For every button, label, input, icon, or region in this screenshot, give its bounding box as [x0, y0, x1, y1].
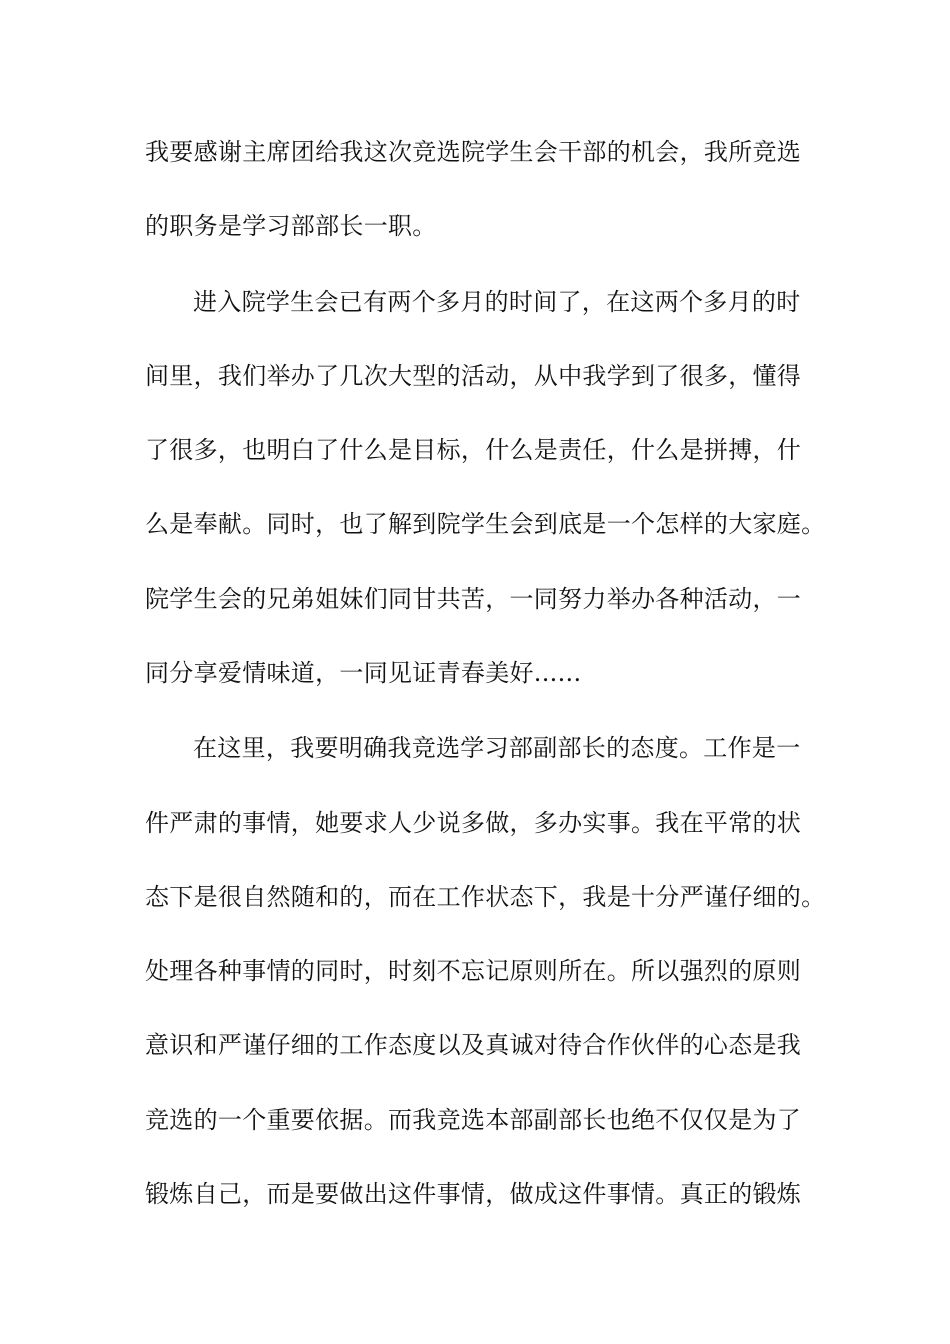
line-text: 同分享爱情味道，一同见证青春美好......: [145, 659, 582, 687]
line-text: 在这里，我要明确我竞选学习部副部长的态度。工作是一: [193, 734, 801, 762]
text-line: [0, 803, 950, 843]
text-line: [0, 1174, 950, 1214]
line-text: 意识和严谨仔细的工作态度以及真诚对待合作伙伴的心态是我: [145, 1031, 802, 1059]
line-text: 锻炼自己，而是要做出这件事情，做成这件事情。真正的锻炼: [145, 1180, 802, 1208]
text-line: [0, 1100, 950, 1140]
text-line: [0, 877, 950, 917]
paragraph-first-line: [0, 282, 950, 322]
text-line: [0, 132, 950, 172]
text-line: [0, 579, 950, 619]
line-text: 的职务是学习部部长一职。: [145, 212, 437, 240]
line-text: 院学生会的兄弟姐妹们同甘共苦，一同努力举办各种活动，一: [145, 585, 802, 613]
text-line: [0, 951, 950, 991]
line-text: 态下是很自然随和的，而在工作状态下，我是十分严谨仔细的。: [145, 883, 826, 911]
line-text: 了很多，也明白了什么是目标，什么是责任，什么是拼搏，什: [145, 436, 802, 464]
text-line: [0, 653, 950, 693]
text-line: [0, 206, 950, 246]
line-text: 间里，我们举办了几次大型的活动，从中我学到了很多，懂得: [145, 362, 802, 390]
line-text: 么是奉献。同时，也了解到院学生会到底是一个怎样的大家庭。: [145, 510, 826, 538]
text-line: [0, 1025, 950, 1065]
line-text: 进入院学生会已有两个多月的时间了，在这两个多月的时: [193, 288, 801, 316]
text-line: [0, 356, 950, 396]
text-line: [0, 504, 950, 544]
line-text: 件严肃的事情，她要求人少说多做，多办实事。我在平常的状: [145, 809, 802, 837]
line-text: 我要感谢主席团给我这次竞选院学生会干部的机会，我所竞选: [145, 138, 802, 166]
line-text: 竞选的一个重要依据。而我竞选本部副部长也绝不仅仅是为了: [145, 1106, 802, 1134]
paragraph-first-line: [0, 728, 950, 768]
text-line: [0, 430, 950, 470]
line-text: 处理各种事情的同时，时刻不忘记原则所在。所以强烈的原则: [145, 957, 802, 985]
